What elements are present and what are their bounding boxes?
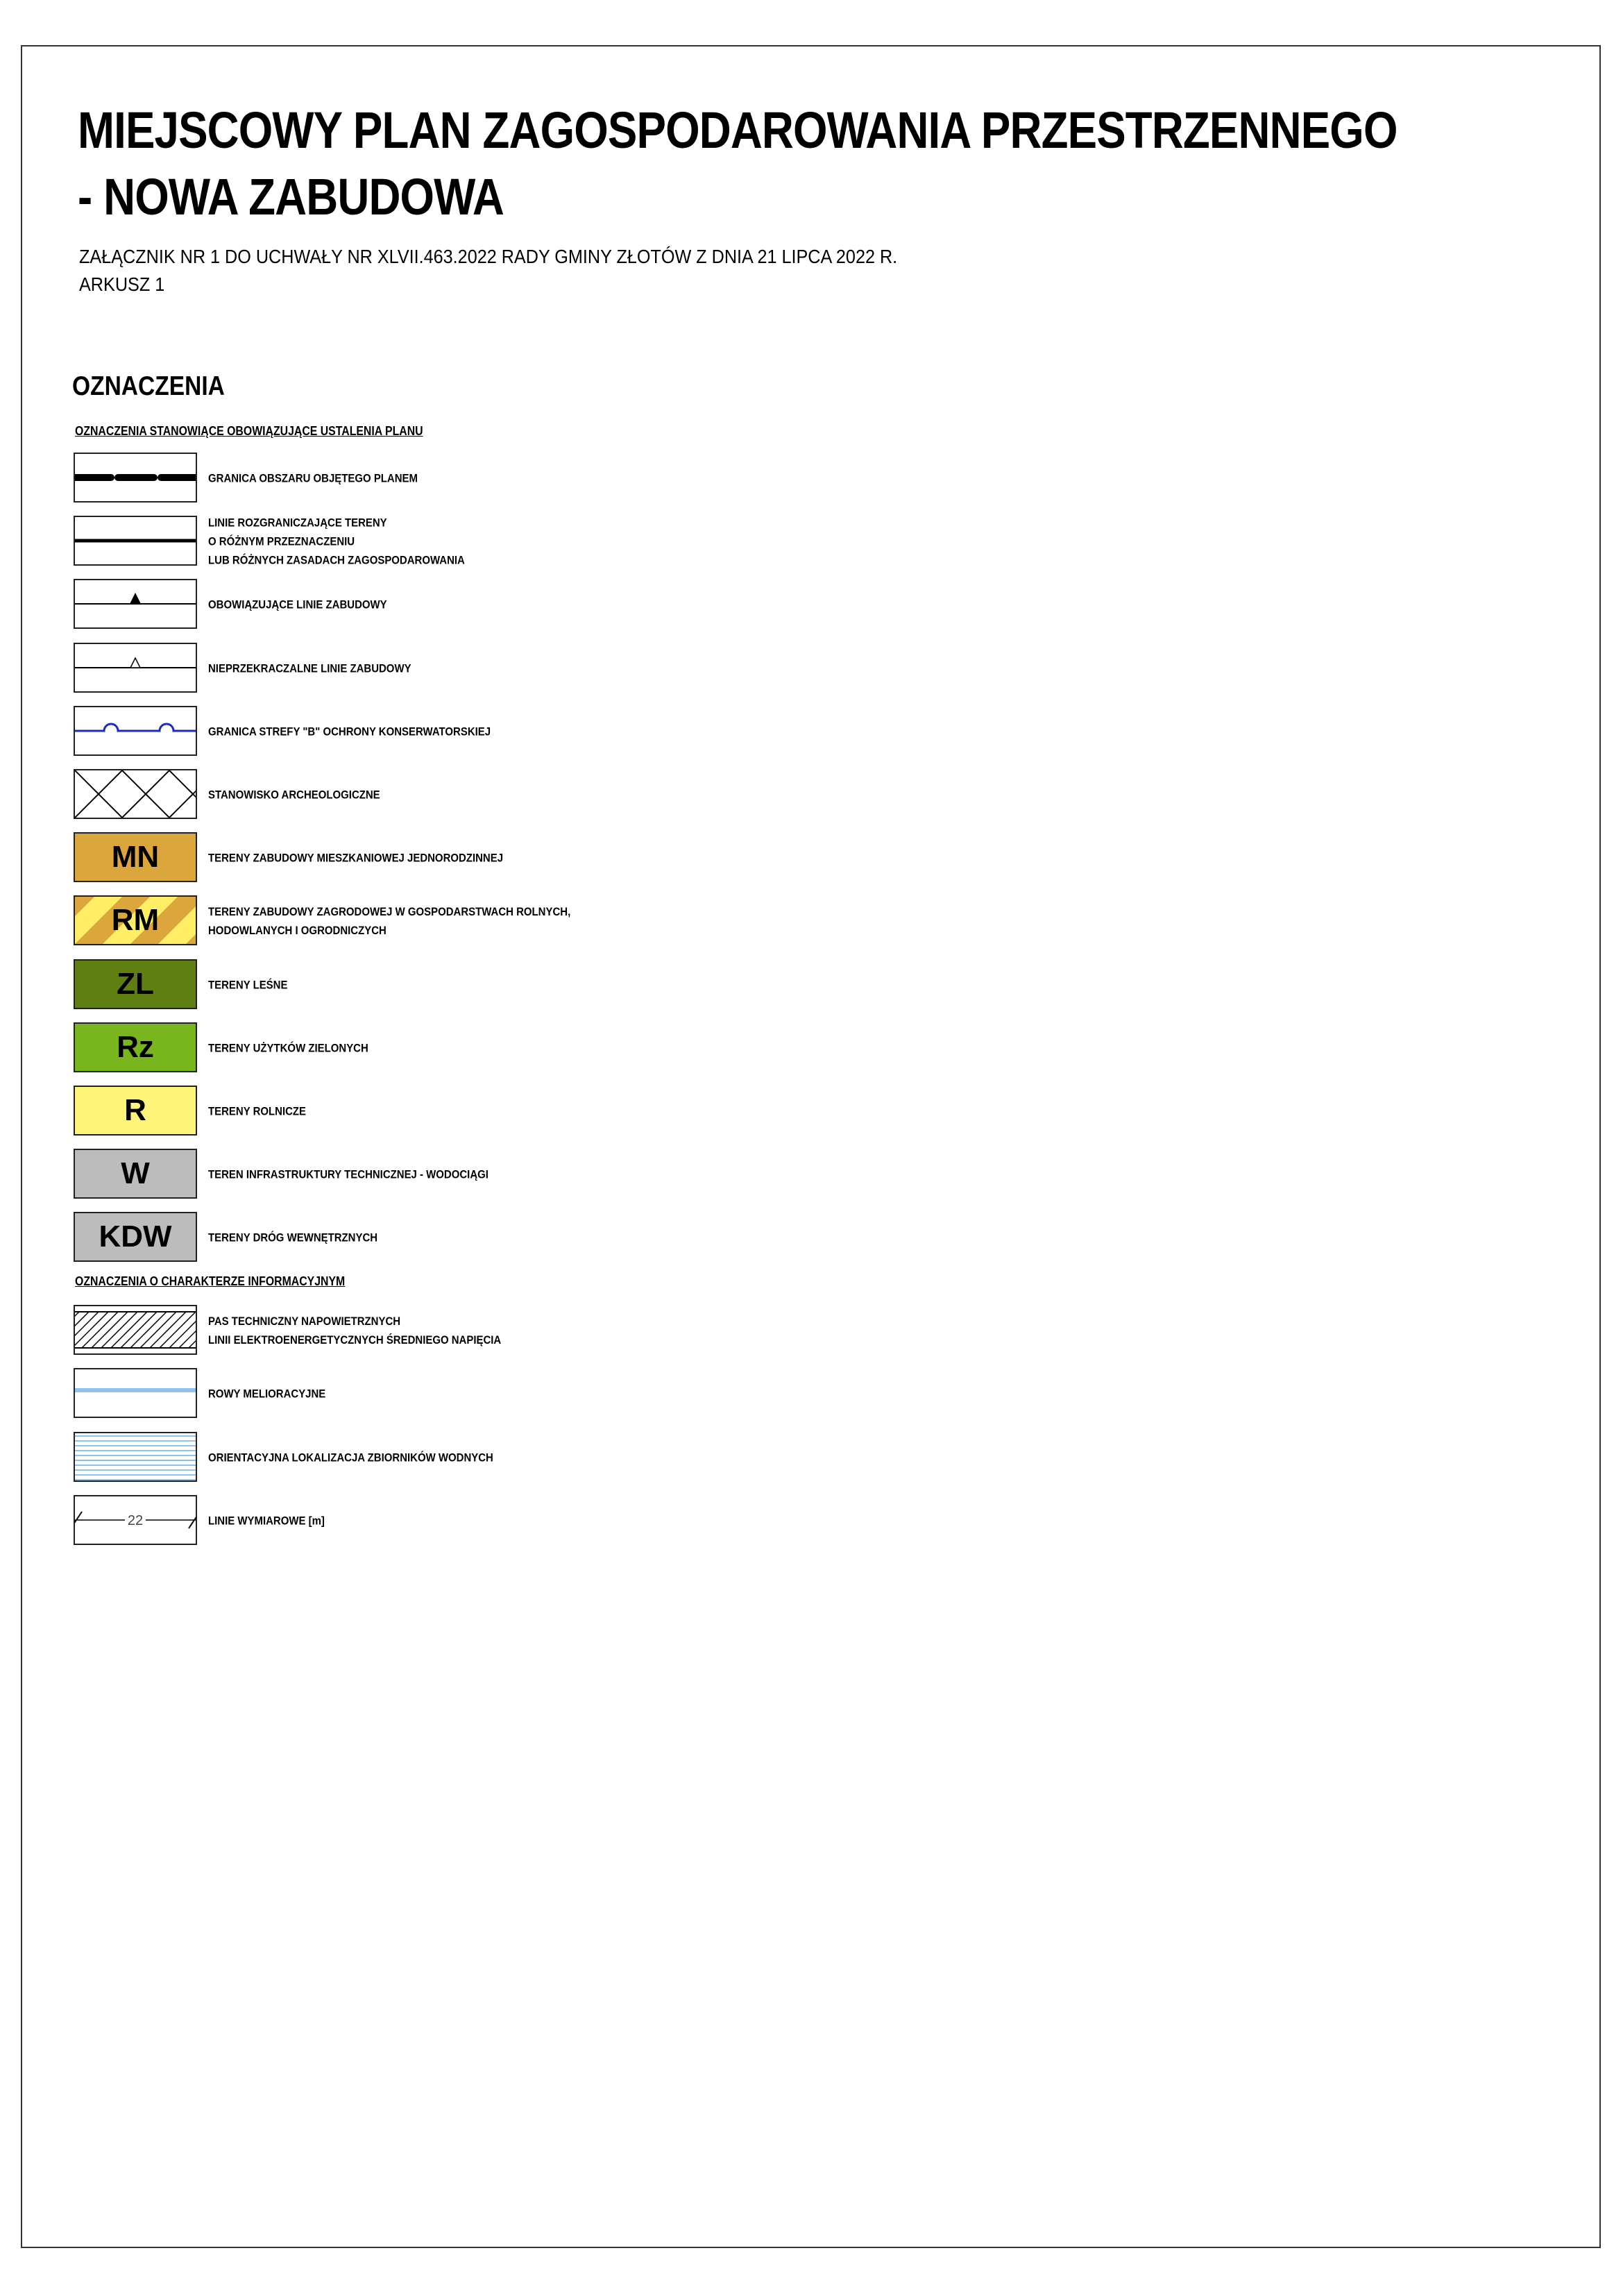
legend-symbol-hatched-band [74, 1305, 197, 1355]
document-title [78, 97, 1397, 230]
legend-description-line: GRANICA STREFY "B" OCHRONY KONSERWATORSKIEJ [208, 725, 491, 738]
legend-item [74, 1212, 837, 1263]
legend-description [208, 1312, 501, 1349]
legend-item [74, 706, 837, 757]
legend-description [208, 1038, 368, 1057]
page-frame [21, 45, 1601, 2248]
title-line-1: MIEJSCOWY PLAN ZAGOSPODAROWANIA PRZESTRZENNEGO [78, 101, 1397, 159]
legend-item [74, 1432, 837, 1483]
legend-symbol-blue-arc-line [74, 706, 197, 756]
legend-description [208, 902, 570, 940]
legend-description-line: TERENY ZABUDOWY MIESZKANIOWEJ JEDNORODZINNEJ [208, 851, 504, 865]
legend-description-line: TERENY UŻYTKÓW ZIELONYCH [208, 1041, 368, 1055]
legend-item [74, 832, 837, 884]
legend-symbol-zone [74, 959, 197, 1009]
legend-description-line: TEREN INFRASTRUKTURY TECHNICZNEJ - WODOCIĄGI [208, 1167, 488, 1181]
legend-description [208, 1229, 377, 1247]
legend-description-line: GRANICA OBSZARU OBJĘTEGO PLANEM [208, 471, 418, 485]
legend-item [74, 643, 837, 694]
legend-symbol-zone [74, 1086, 197, 1136]
legend-description-line: PAS TECHNICZNY NAPOWIETRZNYCH [208, 1315, 401, 1328]
legend-description [208, 1448, 493, 1467]
legend-description [208, 849, 503, 868]
legend-description-line: O RÓŻNYM PRZEZNACZENIU [208, 534, 355, 548]
legend-description [208, 596, 387, 614]
legend-description-line: LINIE ROZGRANICZAJĄCE TERENY [208, 516, 387, 530]
legend-description [208, 1165, 488, 1184]
legend-description [208, 975, 287, 994]
subtitle-line-1: ZAŁĄCZNIK NR 1 DO UCHWAŁY NR XLVII.463.2022 RADY GMINY ZŁOTÓW Z DNIA 21 LIPCA 2022 R. [79, 246, 898, 267]
legend-description [208, 786, 380, 804]
subtitle-line-2: ARKUSZ 1 [79, 273, 165, 295]
legend-item [74, 895, 837, 947]
legend-symbol-solid-line [74, 516, 197, 566]
legend-description-line: TERENY ZABUDOWY ZAGRODOWEJ W GOSPODARSTWACH ROLNYCH, [208, 905, 571, 919]
legend-description [208, 1511, 325, 1530]
document-subtitle [79, 243, 897, 298]
legend-description-line: OBOWIĄZUJĄCE LINIE ZABUDOWY [208, 598, 387, 611]
zone-code: MN [111, 840, 160, 875]
legend-description [208, 514, 465, 570]
legend-symbol-open-triangle-line [74, 643, 197, 693]
legend-item [74, 516, 837, 567]
legend-description [208, 469, 418, 488]
legend-description [208, 722, 491, 741]
legend-item [74, 579, 837, 630]
legend-description-line: TERENY LEŚNE [208, 978, 288, 992]
legend-description-line: LINII ELEKTROENERGETYCZNYCH ŚREDNIEGO NAPIĘCIA [208, 1333, 502, 1347]
legend-description-line: TERENY DRÓG WEWNĘTRZNYCH [208, 1231, 378, 1244]
legend-symbol-light-blue-line [74, 1368, 197, 1418]
legend-symbol-dimension-line [74, 1495, 197, 1545]
legend-description-line: LINIE WYMIAROWE [m] [208, 1514, 325, 1528]
legend-description-line: HODOWLANYCH I OGRODNICZYCH [208, 924, 386, 938]
legend-item [74, 1495, 837, 1546]
legend-description-line: STANOWISKO ARCHEOLOGICZNE [208, 788, 380, 802]
legend-item [74, 959, 837, 1011]
title-line-2: - NOWA ZABUDOWA [78, 168, 504, 226]
legend-symbol-zone [74, 1212, 197, 1262]
zone-code: KDW [99, 1219, 172, 1254]
info-group-heading: OZNACZENIA O CHARAKTERZE INFORMACYJNYM [75, 1274, 346, 1288]
legend-symbol-zone [74, 1022, 197, 1072]
legend-description [208, 659, 411, 677]
binding-group-heading: OZNACZENIA STANOWIĄCE OBOWIĄZUJĄCE USTALENIA PLANU [75, 424, 423, 438]
legend-description-line: TERENY ROLNICZE [208, 1104, 307, 1118]
legend-item [74, 1149, 837, 1200]
legend-item [74, 1086, 837, 1137]
legend-description [208, 1102, 306, 1121]
legend-symbol-dashed-boundary-line [74, 453, 197, 503]
legend-description-line: ROWY MELIORACYJNE [208, 1387, 326, 1401]
legend-item [74, 1368, 837, 1419]
legend-item [74, 453, 837, 504]
zone-code: Rz [117, 1029, 154, 1064]
legend-description-line: ORIENTACYJNA LOKALIZACJA ZBIORNIKÓW WODNYCH [208, 1451, 493, 1464]
legend-symbol-cross-hatch [74, 769, 197, 819]
legend-symbol-zone [74, 832, 197, 882]
legend-description-line: LUB RÓŻNYCH ZASADACH ZAGOSPODAROWANIA [208, 553, 465, 567]
legend-description-line: NIEPRZEKRACZALNE LINIE ZABUDOWY [208, 661, 411, 675]
zone-code: ZL [117, 966, 154, 1001]
zone-code: R [124, 1093, 146, 1127]
legend-symbol-zone-striped [74, 895, 197, 945]
legend-symbol-filled-triangle-line [74, 579, 197, 629]
legend-item [74, 1305, 837, 1356]
legend-item [74, 769, 837, 820]
legend-item [74, 1022, 837, 1074]
legend-heading: OZNACZENIA [72, 371, 225, 401]
legend-symbol-zone [74, 1149, 197, 1199]
zone-code: W [121, 1156, 150, 1191]
legend-symbol-blue-striped-fill [74, 1432, 197, 1482]
legend-description [208, 1385, 325, 1403]
zone-code: RM [111, 903, 160, 938]
dimension-value: 22 [127, 1512, 144, 1528]
